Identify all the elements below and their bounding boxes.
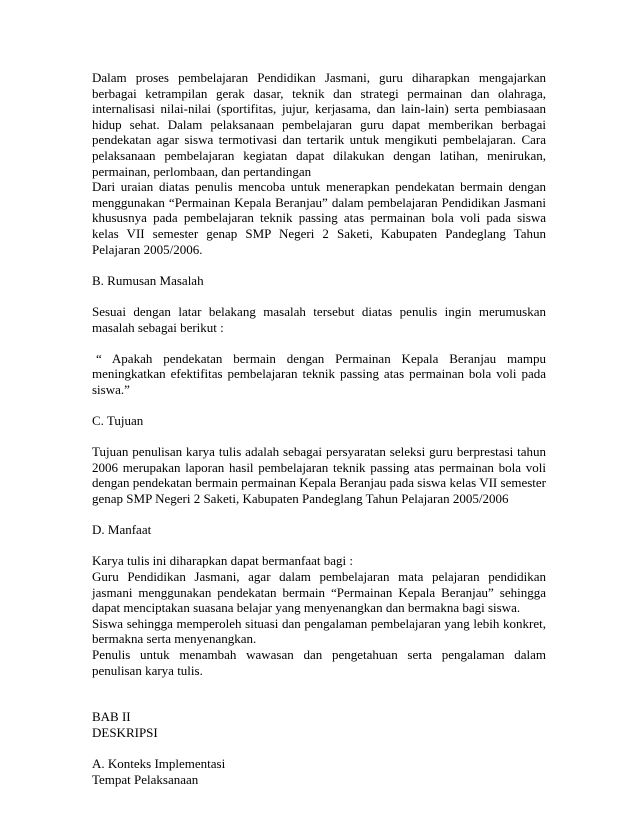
tempat-heading: Tempat Pelaksanaan (92, 771, 199, 787)
manfaat-intro: Karya tulis ini diharapkan dapat bermanfaat bagi : (92, 553, 353, 569)
manfaat-penulis: Penulis untuk menambah wawasan dan pengetahuan serta pengalaman dalam penulisan karya tulis. (92, 646, 546, 678)
rumusan-heading: B. Rumusan Masalah (92, 272, 204, 288)
manfaat-heading: D. Manfaat (92, 522, 152, 538)
rumusan-paragraph: Sesuai dengan latar belakang masalah tersebut diatas penulis ingin merumuskan masalah sebagai berikut : (92, 303, 546, 335)
chapter-title: DESKRIPSI (92, 724, 158, 740)
manfaat-guru: Guru Pendidikan Jasmani, agar dalam pembelajaran mata pelajaran pendidikan jasmani menggunakan pendekatan bermain “Permainan Kepala Beranjau” sehingga dapat menciptakan suasana belajar yang menyenangkan dan bermakna bagi siswa. (92, 569, 546, 616)
tujuan-paragraph: Tujuan penulisan karya tulis adalah sebagai persyaratan seleksi guru berprestasi tahun 2006 merupakan laporan hasil pembelajaran teknik passing atas permainan bola voli dengan pendekatan bermain permainan Kepala Beranjau pada siswa kelas VII semester genap SMP Negeri 2 Saketi, Kabupaten Pandeglang Tahun Pelajaran 2005/2006 (92, 444, 546, 507)
manfaat-siswa: Siswa sehingga memperoleh situasi dan pengalaman pembelajaran yang lebih konkret, bermakna serta menyenangkan. (92, 615, 546, 647)
konteks-heading: A. Konteks Implementasi (92, 755, 226, 771)
chapter-heading: BAB II (92, 709, 131, 725)
uraian-paragraph: Dari uraian diatas penulis mencoba untuk menerapkan pendekatan bermain dengan menggunakan “Permainan Kepala Beranjau” dalam pembelajaran Pendidikan Jasmani khususnya pada pembelajaran teknik passing atas permainan bola voli pada siswa kelas VII semester genap SMP Negeri 2 Saketi, Kabupaten Pandeglang Tahun Pelajaran 2005/2006. (92, 179, 546, 257)
document-page (92, 70, 546, 787)
tujuan-heading: C. Tujuan (92, 413, 144, 429)
research-question: “ Apakah pendekatan bermain dengan Permainan Kepala Beranjau mampu meningkatkan efektifitas pembelajaran teknik passing atas permainan bola voli pada siswa.” (92, 350, 546, 397)
intro-paragraph: Dalam proses pembelajaran Pendidikan Jasmani, guru diharapkan mengajarkan berbagai ketrampilan gerak dasar, teknik dan strategi permainan dan olahraga, internalisasi nilai-nilai (sportifitas, jujur, kerjasama, dan lain-lain) serta pembiasaan hidup sehat. Dalam pelaksanaan pembelajaran guru dapat memberikan berbagai pendekatan agar siswa termotivasi dan tertarik untuk mengikuti pembelajaran. Cara pelaksanaan pembelajaran kegiatan dapat dilakukan dengan latihan, menirukan, permainan, perlombaan, dan pertandingan (92, 70, 546, 179)
